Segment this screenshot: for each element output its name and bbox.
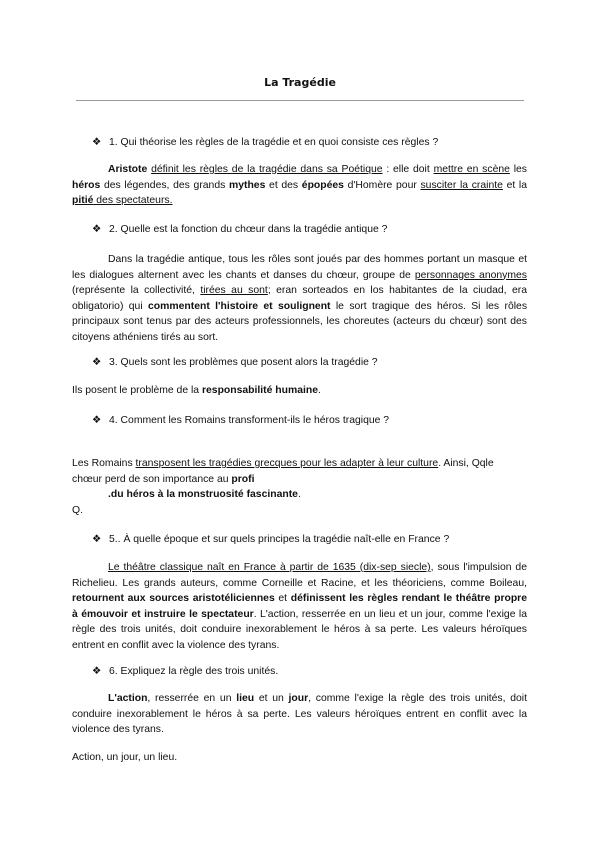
closing-line: Action, un jour, un lieu.	[72, 752, 178, 763]
question-2	[92, 222, 522, 238]
question-5-text: 5.. À quelle époque et sur quels principes la tragédie naît-elle en France ?	[109, 534, 450, 545]
question-5	[92, 532, 522, 548]
answer-1: Aristote définit les règles de la tragédie dans sa Poétique : elle doit mettre en scène les héros des légendes, des grands mythes et des épopées d'Homère pour susciter la crainte et la pitié des spectateurs.	[72, 164, 527, 207]
question-3-text: 3. Quels sont les problèmes que posent alors la tragédie ?	[109, 357, 378, 368]
question-6-text: 6. Expliquez la règle des trois unités.	[109, 666, 279, 677]
answer-2: Dans la tragédie antique, tous les rôles sont joués par des hommes portant un masque et les dialogues alternent avec les chants et danses du chœur, groupe de personnages anonymes (représente la collectivité, tirées au sont; eran sorteados en los habitantes de la ciudad, era obligatorio) qui commentent l'histoire et soulignent le sort tragique des héros. Si les rôles principaux sont tenus par des acteurs professionnels, les choreutes (acteurs du chœur) sont des citoyens athéniens tirés au sort.	[72, 254, 528, 343]
question-2-text: 2. Quelle est la fonction du chœur dans la tragédie antique ?	[109, 224, 388, 235]
document-title: La Tragédie	[264, 76, 336, 89]
bullet-icon: ❖	[92, 534, 102, 545]
bullet-icon: ❖	[92, 666, 102, 677]
bullet-icon: ❖	[92, 415, 102, 426]
question-1	[92, 135, 522, 151]
answer-5: Le théâtre classique naît en France à partir de 1635 (dix-sep siecle), sous l'impulsion de Richelieu. Les grands auteurs, comme Corneille et Racine, et les théoriciens, comme Boileau, retournent aux sources aristotéliciennes et définissent les règles rendant le théâtre propre à émouvoir et instruire le spectateur. L'action, resserrée en un lieu et un jour, comme l'exige la règle des trois unités, doit conduire inexorablement le héros à sa perte. Les valeurs héroïques entrent en conflit avec la violence des tyrans.	[72, 562, 527, 651]
question-3	[92, 355, 522, 371]
answer-1-aristote: Aristote	[108, 164, 148, 175]
question-1-text: 1. Qui théorise les règles de la tragédie et en quoi consiste ces règles ?	[109, 137, 439, 148]
question-4-text: 4. Comment les Romains transforment-ils le héros tragique ?	[109, 415, 390, 426]
question-4	[92, 413, 522, 429]
answer-1-definit: définit les règles de la tragédie dans sa Poétique	[151, 164, 383, 175]
answer-4: Les Romains transposent les tragédies grecques pour les adapter à leur culture. Ainsi, Qqle chœur perd de son importance au profi .du héros à la monstruosité fascinante. Q.	[72, 458, 494, 516]
question-6	[92, 664, 522, 680]
title-divider	[76, 100, 524, 101]
bullet-icon: ❖	[92, 357, 102, 368]
bullet-icon: ❖	[92, 137, 102, 148]
bullet-icon: ❖	[92, 224, 102, 235]
answer-3: Ils posent le problème de la responsabilité humaine.	[72, 385, 321, 396]
answer-6: L'action, resserrée en un lieu et un jour, comme l'exige la règle des trois unités, doit conduire inexorablement le héros à sa perte. Les valeurs héroïques entrent en conflit avec la violence des tyrans.	[72, 693, 527, 736]
